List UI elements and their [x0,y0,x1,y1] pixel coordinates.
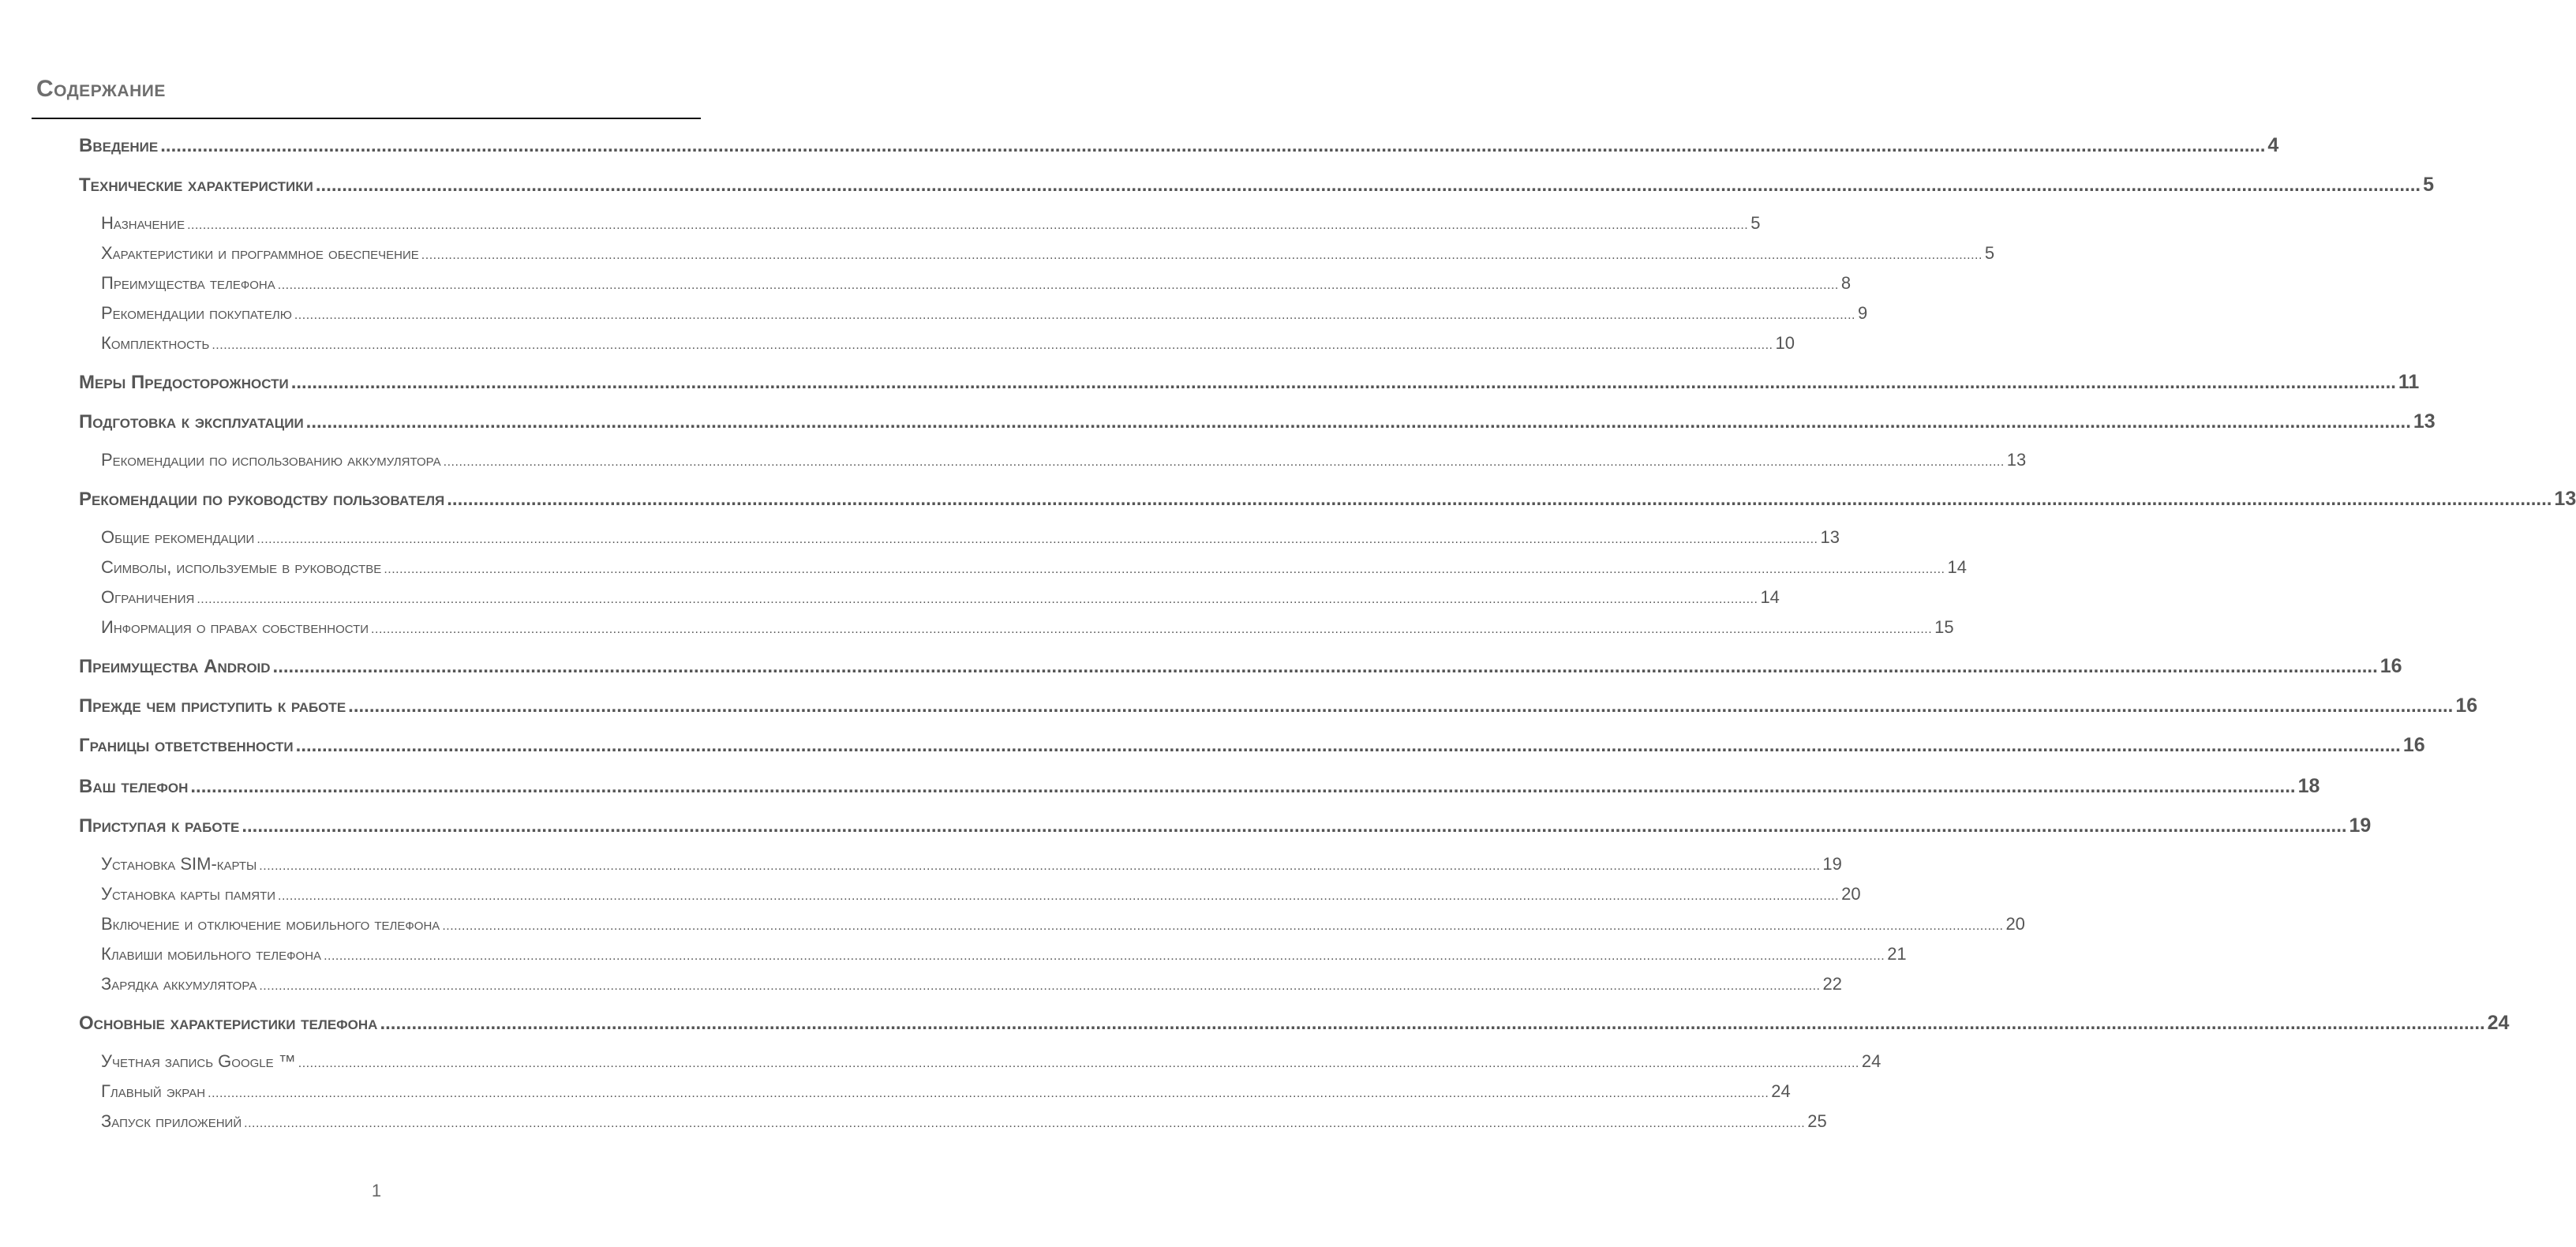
toc-entry-page: 22 [1822,974,1842,994]
toc-dot-leader: ................................................................................................................................................................................................................................................................................................................................................................................................................ [290,372,2396,393]
toc-entry-title: Учетная запись Google ™ [101,1051,296,1071]
toc-dot-leader: ................................................................................................................................................................................................................................................................................................................................................................................................................ [244,1117,1806,1130]
toc-dot-leader: ................................................................................................................................................................................................................................................................................................................................................................................................................ [380,1013,2485,1034]
toc-dot-leader: ................................................................................................................................................................................................................................................................................................................................................................................................................ [447,489,2552,510]
toc-entry-title: Зарядка аккумулятора [101,974,257,994]
toc-section-entry[interactable] [101,213,1761,234]
toc-chapter-entry[interactable] [79,734,2425,757]
toc-chapter-entry[interactable] [79,775,2320,798]
toc-entry-page: 24 [1861,1051,1881,1071]
toc-section-entry[interactable] [101,243,1995,264]
toc-section-entry[interactable] [101,1111,1827,1132]
toc-entry-page: 14 [1947,557,1967,577]
toc-dot-leader: ................................................................................................................................................................................................................................................................................................................................................................................................................ [315,174,2421,196]
toc-chapter-entry[interactable] [79,814,2372,837]
toc-section-entry[interactable] [101,884,1861,904]
toc-dot-leader: ................................................................................................................................................................................................................................................................................................................................................................................................................ [277,279,1839,292]
toc-entry-title: Введение [79,135,159,156]
toc-dot-leader: ................................................................................................................................................................................................................................................................................................................................................................................................................ [256,533,1818,546]
toc-dot-leader: ................................................................................................................................................................................................................................................................................................................................................................................................................ [421,249,1983,262]
toc-entry-page: 18 [2297,775,2320,797]
title-divider [32,118,701,119]
toc-entry-page: 15 [1934,617,1954,637]
toc-entry-title: Запуск приложений [101,1111,242,1131]
toc-entry-title: Назначение [101,213,185,233]
toc-dot-leader: ................................................................................................................................................................................................................................................................................................................................................................................................................ [187,219,1749,232]
toc-entry-title: Основные характеристики телефона [79,1013,378,1034]
toc-dot-leader: ................................................................................................................................................................................................................................................................................................................................................................................................................ [298,1057,1859,1070]
toc-entry-title: Рекомендации по руководству пользователя [79,489,445,510]
toc-section-entry[interactable] [101,1081,1791,1102]
toc-entry-page: 10 [1775,333,1795,353]
toc-entry-page: 13 [2006,450,2027,470]
toc-entry-title: Ограничения [101,587,195,607]
toc-entry-page: 24 [1771,1081,1791,1101]
page-title: Содержание [36,76,166,102]
toc-section-entry[interactable] [101,944,1907,964]
toc-chapter-entry[interactable] [79,134,2279,157]
toc-dot-leader: ................................................................................................................................................................................................................................................................................................................................................................................................................ [272,656,2378,677]
toc-dot-leader: ................................................................................................................................................................................................................................................................................................................................................................................................................ [443,455,2005,469]
toc-entry-page: 9 [1857,303,1868,323]
toc-entry-page: 19 [1822,854,1842,874]
toc-section-entry[interactable] [101,974,1842,994]
toc-entry-title: Приступая к работе [79,815,240,837]
toc-dot-leader: ................................................................................................................................................................................................................................................................................................................................................................................................................ [212,339,1773,352]
toc-dot-leader: ................................................................................................................................................................................................................................................................................................................................................................................................................ [295,735,2401,756]
toc-entry-title: Общие рекомендации [101,527,255,547]
toc-entry-page: 16 [2455,695,2478,717]
toc-section-entry[interactable] [101,303,1868,324]
toc-entry-title: Преимущества Android [79,656,271,677]
toc-dot-leader: ................................................................................................................................................................................................................................................................................................................................................................................................................ [208,1087,1769,1100]
toc-entry-page: 5 [1750,213,1761,233]
toc-entry-page: 4 [2267,134,2279,156]
toc-entry-title: Границы ответственности [79,735,294,756]
toc-entry-page: 25 [1807,1111,1827,1131]
toc-dot-leader: ................................................................................................................................................................................................................................................................................................................................................................................................................ [197,593,1758,606]
toc-entry-title: Комплектность [101,333,210,353]
toc-dot-leader: ................................................................................................................................................................................................................................................................................................................................................................................................................ [259,979,1821,993]
toc-entry-page: 21 [1887,944,1907,964]
toc-entry-title: Включение и отключение мобильного телефона [101,914,440,934]
toc-dot-leader: ................................................................................................................................................................................................................................................................................................................................................................................................................ [348,695,2454,717]
toc-entry-title: Технические характеристики [79,174,313,196]
toc-section-entry[interactable] [101,333,1795,354]
toc-entry-title: Ваш телефон [79,776,189,797]
toc-entry-title: Прежде чем приступить к работе [79,695,346,717]
toc-dot-leader: ................................................................................................................................................................................................................................................................................................................................................................................................................ [305,411,2411,433]
toc-dot-leader: ................................................................................................................................................................................................................................................................................................................................................................................................................ [190,776,2296,797]
toc-section-entry[interactable] [101,914,2025,934]
toc-entry-title: Информация о правах собственности [101,617,369,637]
toc-section-entry[interactable] [101,1051,1881,1072]
toc-chapter-entry[interactable] [79,410,2436,433]
toc-entry-page: 5 [2423,174,2434,196]
toc-entry-title: Меры Предосторожности [79,372,289,393]
toc-entry-title: Главный экран [101,1081,206,1101]
toc-chapter-entry[interactable] [79,174,2434,197]
toc-entry-title: Характеристики и программное обеспечение [101,243,419,263]
toc-entry-page: 13 [2554,488,2576,510]
toc-chapter-entry[interactable] [79,488,2576,511]
toc-entry-page: 16 [2379,655,2402,677]
toc-dot-leader: ................................................................................................................................................................................................................................................................................................................................................................................................................ [384,563,1945,576]
toc-section-entry[interactable] [101,587,1780,608]
toc-entry-title: Установка карты памяти [101,884,276,904]
toc-entry-title: Подготовка к эксплуатации [79,411,304,433]
toc-dot-leader: ................................................................................................................................................................................................................................................................................................................................................................................................................ [160,135,2266,156]
toc-section-entry[interactable] [101,854,1842,874]
toc-entry-page: 8 [1840,273,1852,293]
toc-section-entry[interactable] [101,450,2027,470]
toc-entry-title: Преимущества телефона [101,273,275,293]
toc-dot-leader: ................................................................................................................................................................................................................................................................................................................................................................................................................ [324,949,1885,963]
toc-entry-page: 19 [2349,814,2372,837]
toc-dot-leader: ................................................................................................................................................................................................................................................................................................................................................................................................................ [278,889,1840,903]
toc-dot-leader: ................................................................................................................................................................................................................................................................................................................................................................................................................ [442,919,2004,933]
toc-chapter-entry[interactable] [79,655,2402,678]
page-number: 1 [371,1181,382,1200]
toc-section-entry[interactable] [101,527,1840,548]
toc-entry-page: 5 [1984,243,1995,263]
toc-dot-leader: ................................................................................................................................................................................................................................................................................................................................................................................................................ [371,623,1933,636]
toc-dot-leader: ................................................................................................................................................................................................................................................................................................................................................................................................................ [294,309,1855,322]
toc-entry-page: 13 [1820,527,1840,547]
toc-entry-page: 16 [2402,734,2425,756]
toc-entry-title: Установка SIM-карты [101,854,257,874]
toc-entry-title: Рекомендации по использованию аккумулятора [101,450,441,470]
toc-dot-leader: ................................................................................................................................................................................................................................................................................................................................................................................................................ [242,815,2347,837]
toc-section-entry[interactable] [101,617,1954,638]
toc-entry-title: Клавиши мобильного телефона [101,944,322,964]
toc-chapter-entry[interactable] [79,1012,2510,1035]
toc-chapter-entry[interactable] [79,695,2478,717]
toc-entry-title: Рекомендации покупателю [101,303,292,323]
toc-dot-leader: ................................................................................................................................................................................................................................................................................................................................................................................................................ [259,859,1821,873]
toc-entry-page: 13 [2413,410,2436,433]
toc-chapter-entry[interactable] [79,371,2420,394]
toc-entry-page: 20 [2005,914,2025,934]
toc-entry-page: 24 [2487,1012,2510,1034]
toc-entry-page: 14 [1760,587,1780,607]
toc-section-entry[interactable] [101,557,1967,578]
toc-entry-page: 20 [1841,884,1861,904]
toc-entry-title: Символы, используемые в руководстве [101,557,382,577]
toc-section-entry[interactable] [101,273,1852,294]
toc-entry-page: 11 [2398,371,2420,393]
